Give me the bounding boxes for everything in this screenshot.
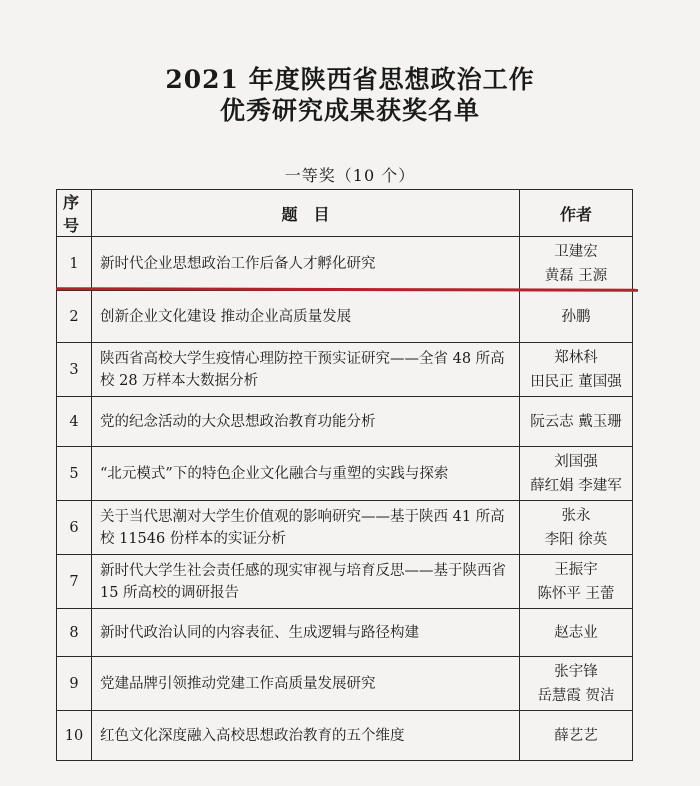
- table-row: [57, 609, 633, 657]
- row-number: 10: [57, 711, 92, 761]
- row-number: 1: [57, 237, 92, 291]
- author-name: 郑林科: [554, 349, 598, 366]
- row-authors: [520, 711, 633, 761]
- row-authors: [520, 291, 633, 343]
- row-authors: [520, 343, 633, 397]
- author-name: 赵志业: [554, 624, 598, 641]
- table-row: [57, 291, 633, 343]
- row-number: 6: [57, 501, 92, 555]
- row-title: 党建品牌引领推动党建工作高质量发展研究: [92, 657, 520, 711]
- row-authors: [520, 397, 633, 447]
- table-row: [57, 501, 633, 555]
- column-header-title: 题 目: [92, 190, 520, 237]
- author-name: 田民正 董国强: [530, 373, 622, 390]
- row-number: 2: [57, 291, 92, 343]
- row-title: 关于当代思潮对大学生价值观的影响研究——基于陕西 41 所高校 11546 份样本的实证分析: [92, 501, 520, 555]
- row-number: 4: [57, 397, 92, 447]
- row-authors: [520, 657, 633, 711]
- author-name: 张宇锋: [554, 663, 598, 680]
- row-title: 新时代企业思想政治工作后备人才孵化研究: [92, 237, 520, 291]
- row-title: 新时代大学生社会责任感的现实审视与培育反思——基于陕西省 15 所高校的调研报告: [92, 555, 520, 609]
- table-row: [57, 657, 633, 711]
- row-number: 5: [57, 447, 92, 501]
- document-title-line1: 2021 年度陕西省思想政治工作: [165, 65, 535, 94]
- table-header-row: [57, 190, 633, 237]
- column-header-author: 作者: [520, 190, 633, 237]
- column-header-number: 序号: [57, 190, 92, 237]
- award-table: [56, 189, 633, 761]
- author-name: 王振宇: [554, 561, 598, 578]
- author-name: 刘国强: [554, 453, 598, 470]
- row-title: 创新企业文化建设 推动企业高质量发展: [92, 291, 520, 343]
- row-authors: [520, 555, 633, 609]
- author-name: 李阳 徐英: [544, 531, 608, 548]
- author-name: 孙鹏: [561, 308, 591, 325]
- table-row: [57, 555, 633, 609]
- table-row: [57, 397, 633, 447]
- row-number: 3: [57, 343, 92, 397]
- table-row: [57, 711, 633, 761]
- author-name: 卫建宏: [554, 243, 598, 260]
- row-number: 7: [57, 555, 92, 609]
- table-row: [57, 343, 633, 397]
- row-number: 8: [57, 609, 92, 657]
- author-name: 黄磊 王源: [544, 267, 608, 284]
- row-authors: [520, 237, 633, 291]
- row-title: 新时代政治认同的内容表征、生成逻辑与路径构建: [92, 609, 520, 657]
- author-name: 张永: [561, 507, 591, 524]
- table-row: [57, 237, 633, 291]
- row-authors: [520, 447, 633, 501]
- author-name: 阮云志 戴玉珊: [530, 413, 622, 430]
- author-name: 薛艺艺: [554, 727, 598, 744]
- row-title: “北元模式”下的特色企业文化融合与重塑的实践与探索: [92, 447, 520, 501]
- row-title: 红色文化深度融入高校思想政治教育的五个维度: [92, 711, 520, 761]
- author-name: 岳慧霞 贺洁: [537, 687, 615, 704]
- document-title-line2: 优秀研究成果获奖名单: [219, 96, 480, 125]
- author-name: 陈怀平 王蕾: [537, 585, 615, 602]
- row-number: 9: [57, 657, 92, 711]
- table-row: [57, 447, 633, 501]
- award-level-subtitle: 一等奖（10 个）: [284, 166, 416, 185]
- author-name: 薛红娟 李建军: [530, 477, 622, 494]
- row-title: 陕西省高校大学生疫情心理防控干预实证研究——全省 48 所高校 28 万样本大数据分析: [92, 343, 520, 397]
- row-authors: [520, 609, 633, 657]
- row-authors: [520, 501, 633, 555]
- row-title: 党的纪念活动的大众思想政治教育功能分析: [92, 397, 520, 447]
